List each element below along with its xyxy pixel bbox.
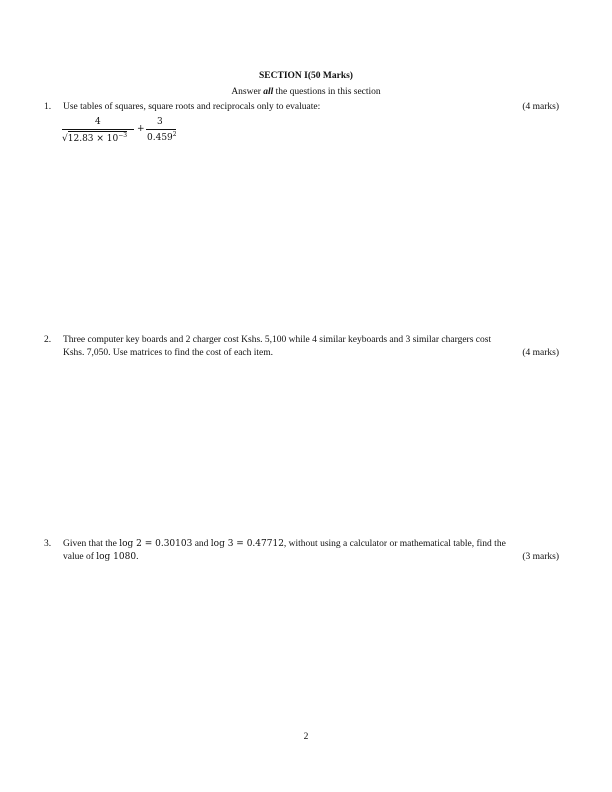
instruction-post: the questions in this section <box>273 87 381 97</box>
section-instruction <box>0 87 612 97</box>
q3-text-e: , without using a calculator or mathematical table, find the <box>283 539 506 549</box>
question-text-line-2: Kshs. 7,050. Use matrices to find the cost of each item. <box>63 348 274 358</box>
q3-text-a: Given that the <box>63 539 120 549</box>
question-text-line-2 <box>63 551 559 564</box>
section-title: SECTION I(50 Marks) <box>259 71 353 81</box>
question-marks: (4 marks) <box>522 348 559 358</box>
instruction-emphasis: all <box>263 87 274 97</box>
instruction-pre: Answer <box>231 87 264 97</box>
q3-log1080-expression: log 1080 <box>96 552 137 562</box>
fraction-1-numerator: 4 <box>95 117 101 127</box>
q3-text-f: value of <box>63 552 97 562</box>
q3-text-g: . <box>136 552 139 562</box>
question-text-line-1 <box>63 538 559 551</box>
sqrt-symbol: √ <box>62 134 68 144</box>
fraction-2-base: 0.459 <box>147 133 173 143</box>
radicand-base: 12.83 × 10 <box>67 134 119 144</box>
question-number: 2. <box>44 335 52 345</box>
radicand <box>68 131 127 144</box>
question-number: 1. <box>44 102 52 112</box>
question-text: Use tables of squares, square roots and reciprocals only to evaluate: <box>63 102 321 112</box>
fraction-2-exponent: 2 <box>172 131 177 138</box>
question-number: 3. <box>44 539 52 549</box>
question-text-line-1: Three computer key boards and 2 charger cost Kshs. 5,100 while 4 similar keyboards and 3 similar chargers cost <box>63 335 492 345</box>
q3-text-c: and <box>192 539 211 549</box>
question-marks: (4 marks) <box>522 102 559 112</box>
question-1-formula <box>62 117 202 147</box>
fraction-1-bar <box>62 129 134 130</box>
radicand-exponent: −3 <box>118 132 128 139</box>
fraction-2-numerator: 3 <box>157 117 163 127</box>
question-marks: (3 marks) <box>522 552 559 562</box>
plus-sign: + <box>137 124 145 134</box>
fraction-2-bar <box>146 129 176 130</box>
q3-log2-expression: log 2 = 0.30103 <box>119 539 193 549</box>
q3-log3-expression: log 3 = 0.47712 <box>210 539 284 549</box>
page-number: 2 <box>303 732 309 742</box>
fraction-2-denominator <box>147 131 177 143</box>
fraction-1-denominator <box>62 131 127 144</box>
